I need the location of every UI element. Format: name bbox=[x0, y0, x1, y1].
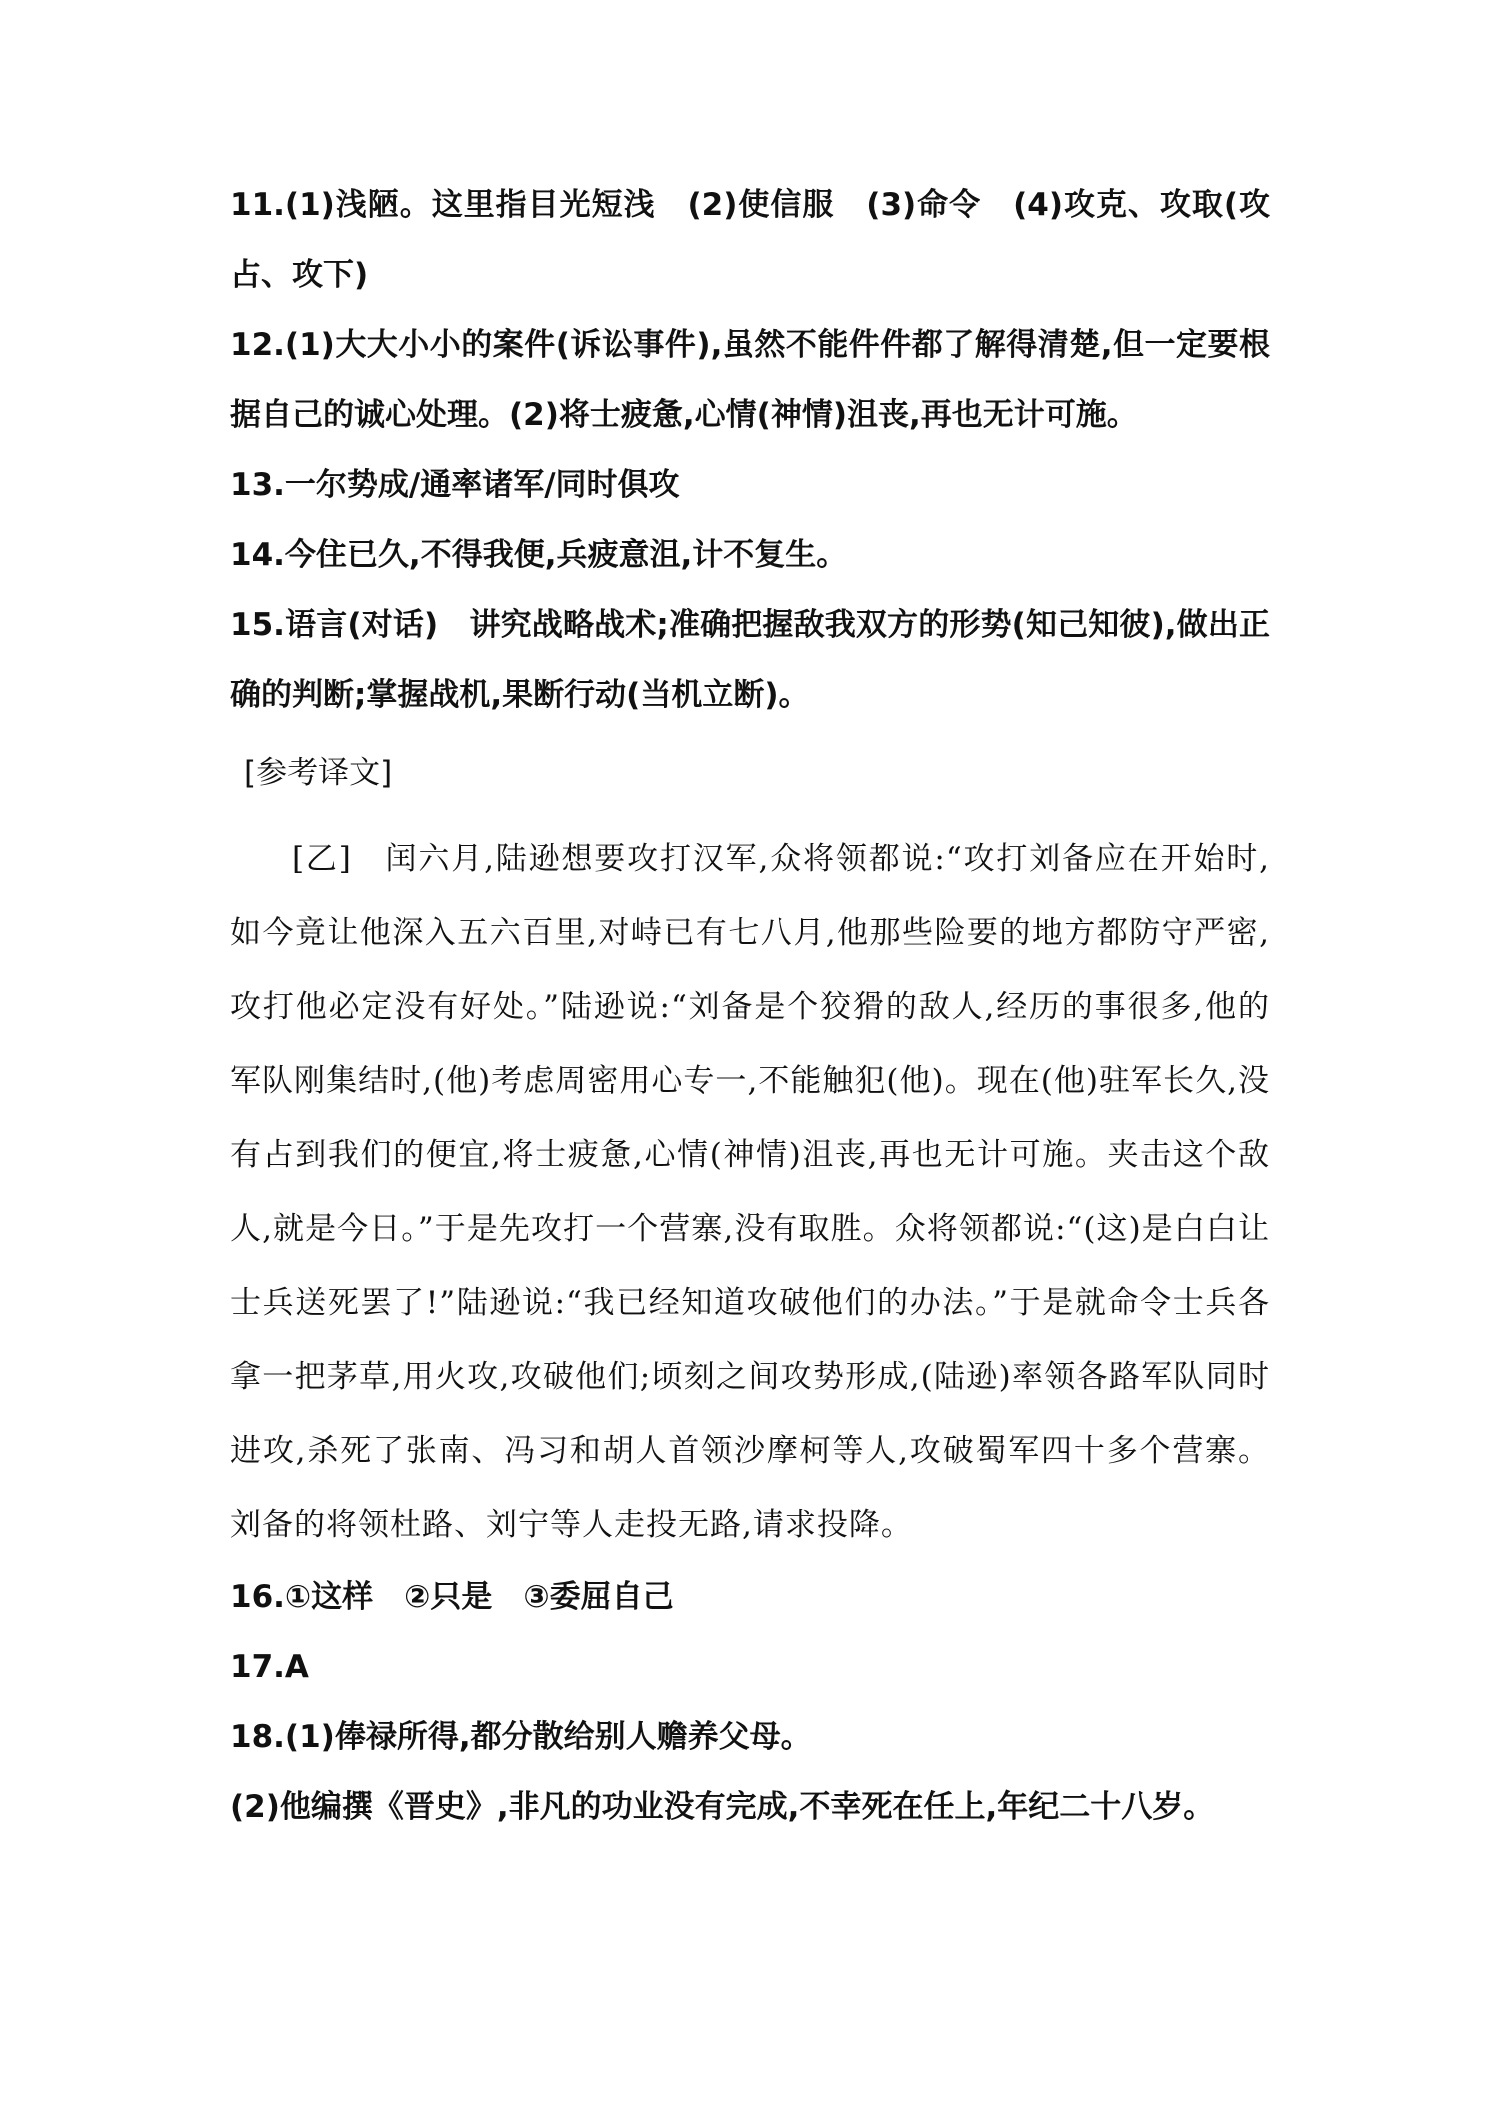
answer-17: 17.A bbox=[230, 1649, 309, 1685]
answer-18-part-1: 18.(1)俸禄所得,都分散给别人赡养父母。 bbox=[230, 1719, 812, 1755]
answer-12: 12.(1)大大小小的案件(诉讼事件),虽然不能件件都了解得清楚,但一定要根据自己的诚心处理。(2)将士疲惫,心情(神情)沮丧,再也无计可施。 bbox=[230, 327, 1270, 433]
answer-16: 16.①这样 ②只是 ③委屈自己 bbox=[230, 1579, 674, 1615]
answer-14: 14.今住已久,不得我便,兵疲意沮,计不复生。 bbox=[230, 537, 848, 573]
reference-translation-paragraph: [乙] 闰六月,陆逊想要攻打汉军,众将领都说:“攻打刘备应在开始时,如今竟让他深入五六百里,对峙已有七八月,他那些险要的地方都防守严密,攻打他必定没有好处。”陆逊说:“刘备是个狡猾的敌人,经历的事很多,他的军队刚集结时,(他)考虑周密用心专一,不能触犯(他)。现在(他)驻军长久,没有占到我们的便宜,将士疲惫,心情(神情)沮丧,再也无计可施。夹击这个敌人,就是今日。”于是先攻打一个营寨,没有取胜。众将领都说:“(这)是白白让士兵送死罢了!”陆逊说:“我已经知道攻破他们的办法。”于是就命令士兵各拿一把茅草,用火攻,攻破他们;顷刻之间攻势形成,(陆逊)率领各路军队同时进攻,杀死了张南、冯习和胡人首领沙摩柯等人,攻破蜀军四十多个营寨。刘备的将领杜路、刘宁等人走投无路,请求投降。 bbox=[230, 841, 1270, 1543]
reference-translation-heading: [参考译文] bbox=[244, 755, 393, 791]
answer-13: 13.一尔势成/通率诸军/同时俱攻 bbox=[230, 467, 680, 503]
answer-page bbox=[230, 170, 1270, 1842]
answer-15: 15.语言(对话) 讲究战略战术;准确把握敌我双方的形势(知己知彼),做出正确的判断;掌握战机,果断行动(当机立断)。 bbox=[230, 607, 1270, 713]
answer-18-part-2: (2)他编撰《晋史》,非凡的功业没有完成,不幸死在任上,年纪二十八岁。 bbox=[230, 1789, 1215, 1825]
answer-11: 11.(1)浅陋。这里指目光短浅 (2)使信服 (3)命令 (4)攻克、攻取(攻占、攻下) bbox=[230, 187, 1270, 293]
